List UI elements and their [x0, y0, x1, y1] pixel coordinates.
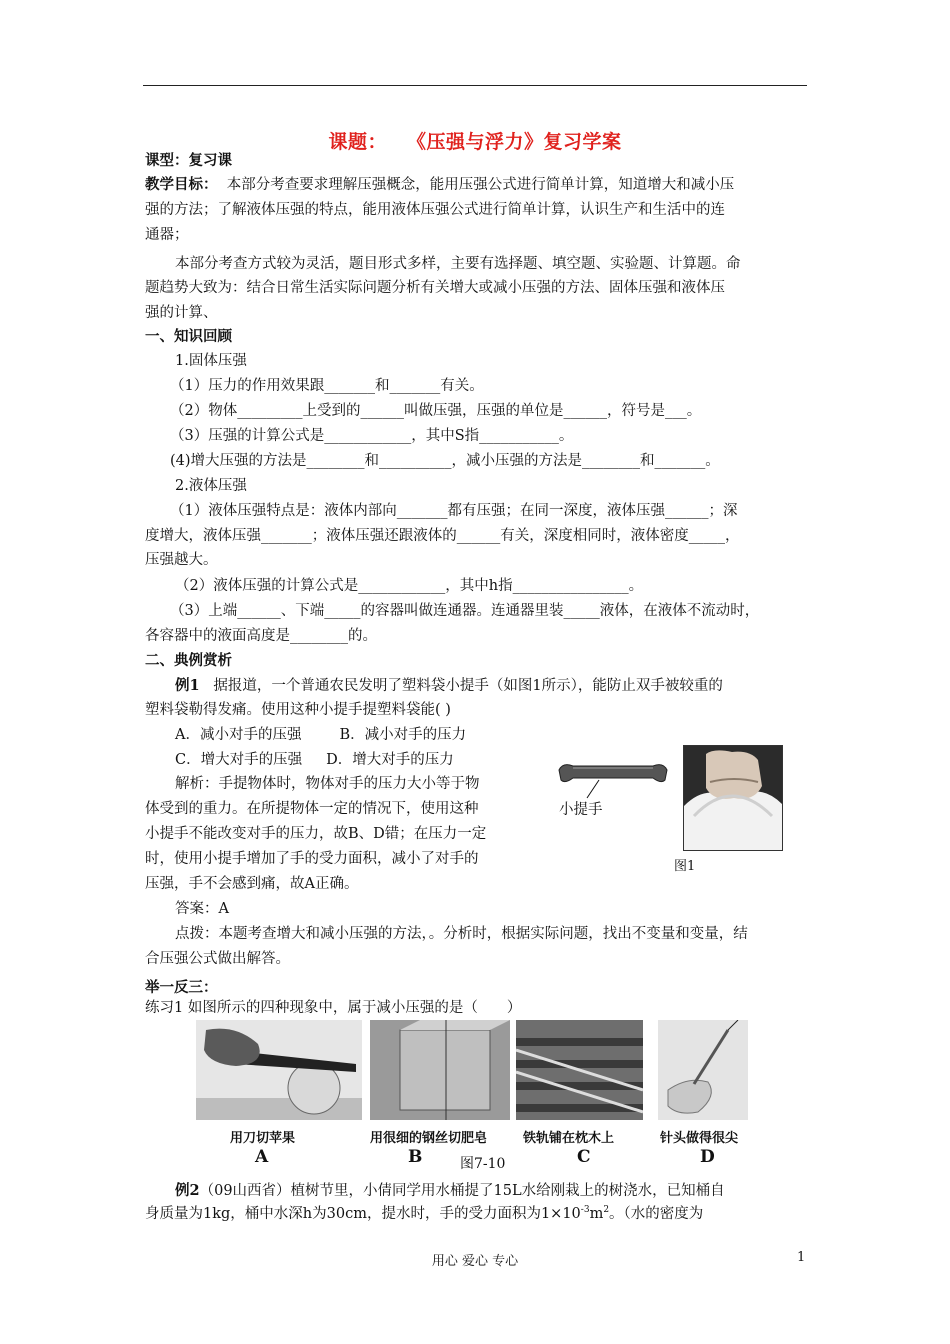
photo-wire-soap [370, 1020, 510, 1120]
analysis-line-2: 体受到的重力。在所提物体一定的情况下，使用这种 [145, 801, 479, 817]
options-row-2: C．增大对手的压强 D．增大对手的压力 [175, 752, 454, 768]
photo-knife-apple [196, 1020, 362, 1120]
tip-line-2: 合压强公式做出解答。 [145, 951, 290, 967]
practice-1: 练习1 如图所示的四种现象中，属于减小压强的是（ ） [145, 1000, 522, 1016]
fig-item-b-letter: B [408, 1147, 423, 1167]
fig-item-d-letter: D [700, 1147, 715, 1167]
liquid-q1-c: 压强越大。 [145, 552, 218, 568]
liquid-q2: （2）液体压强的计算公式是____________，其中h指________________。 [175, 578, 644, 594]
footer-text: 用心 爱心 专心 [431, 1254, 519, 1269]
example-2-line-2: 身质量为1kg，桶中水深h为30cm，提水时，手的受力面积为$1\times 10^{-3}m^2$。（水的密度为 [145, 1205, 704, 1222]
objectives-line-1: 教学目标： 本部分考查要求理解压强概念，能用压强公式进行简单计算，知道增大和减小压 [145, 176, 735, 193]
objectives-line-6: 强的计算、 [145, 305, 218, 321]
example-1-line-1: 例1 据报道，一个普通农民发明了塑料袋小提手（如图1所示），能防止双手被较重的 [175, 677, 723, 694]
fig-item-a-letter: A [255, 1147, 269, 1167]
liquid-q3-b: 各容器中的液面高度是________的。 [145, 628, 377, 644]
fig-item-c-text: 铁轨铺在枕木上 [523, 1131, 615, 1146]
analysis-line-3: 小提手不能改变对手的压力，故B、D错；在压力一定 [145, 826, 487, 842]
fig-item-c-letter: C [577, 1147, 591, 1167]
header-rule [143, 85, 807, 86]
example-1-line-2: 塑料袋勒得发痛。使用这种小提手提塑料袋能( ) [145, 702, 451, 718]
answer-line: 答案：A [175, 901, 229, 917]
liquid-q1-a: （1）液体压强特点是：液体内部向_______都有压强；在同一深度，液体压强______；深 [170, 503, 738, 519]
liquid-pressure-title: 2.液体压强 [175, 478, 247, 494]
practice-heading: 举一反三： [145, 979, 218, 996]
section-1-heading: 一、知识回顾 [145, 328, 232, 345]
fig-item-b-text: 用很细的钢丝切肥皂 [370, 1131, 488, 1146]
analysis-line-4: 时，使用小提手增加了手的受力面积，减小了对手的 [145, 851, 479, 867]
figure-1-caption: 图1 [674, 859, 696, 874]
example-2-line-1: 例2（09山西省）植树节里，小倩同学用水桶提了15L水给刚栽上的树浇水，已知桶自 [175, 1182, 725, 1199]
photo-rail-sleepers [516, 1020, 643, 1120]
options-row-1: A．减小对手的压强 B．减小对手的压力 [175, 727, 467, 743]
handle-label: 小提手 [559, 802, 603, 818]
page-number: 1 [797, 1250, 806, 1265]
solid-q2: （2）物体_________上受到的______叫做压强，压强的单位是______，符号是___。 [170, 403, 702, 419]
objectives-line-4: 本部分考查方式较为灵活，题目形式多样，主要有选择题、填空题、实验题、计算题。命 [175, 256, 741, 272]
hand-bag-photo [683, 745, 783, 851]
section-2-heading: 二、典例赏析 [145, 652, 232, 669]
fig-item-a-text: 用刀切苹果 [230, 1131, 296, 1146]
figure-7-10-caption: 图7-10 [460, 1156, 506, 1172]
solid-pressure-title: 1.固体压强 [175, 353, 247, 369]
objectives-line-5: 题趋势大致为：结合日常生活实际问题分析有关增大或减小压强的方法、固体压强和液体压 [145, 280, 725, 296]
liquid-q3-a: （3）上端______、下端_____的容器叫做连通器。连通器里装_____液体，在液体不流动时， [170, 603, 760, 619]
tip-line-1: 点拨：本题考查增大和减小压强的方法，。分析时，根据实际问题，找出不变量和变量，结 [175, 926, 748, 942]
liquid-q1-b: 度增大，液体压强_______；液体压强还跟液体的______有关，深度相同时，液体密度_____， [145, 528, 740, 544]
analysis-line-1: 解析：手提物体时，物体对手的压力大小等于物 [175, 776, 480, 792]
solid-q3: （3）压强的计算公式是____________，其中S指___________。 [170, 428, 574, 444]
lesson-type: 课型：复习课 [145, 152, 232, 169]
objectives-line-3: 通器； [145, 227, 189, 243]
analysis-line-5: 压强，手不会感到痛，故A正确。 [145, 876, 359, 892]
photo-needle [658, 1020, 748, 1120]
solid-q1: （1）压力的作用效果跟_______和_______有关。 [170, 378, 484, 394]
page-title: 课题： 《压强与浮力》复习学案 [328, 131, 622, 153]
objectives-line-2: 强的方法；了解液体压强的特点，能用液体压强公式进行简单计算，认识生产和生活中的连 [145, 202, 725, 218]
solid-q4: (4)增大压强的方法是________和__________，减小压强的方法是________和_______。 [170, 453, 720, 469]
fig-item-d-text: 针头做得很尖 [660, 1131, 739, 1146]
